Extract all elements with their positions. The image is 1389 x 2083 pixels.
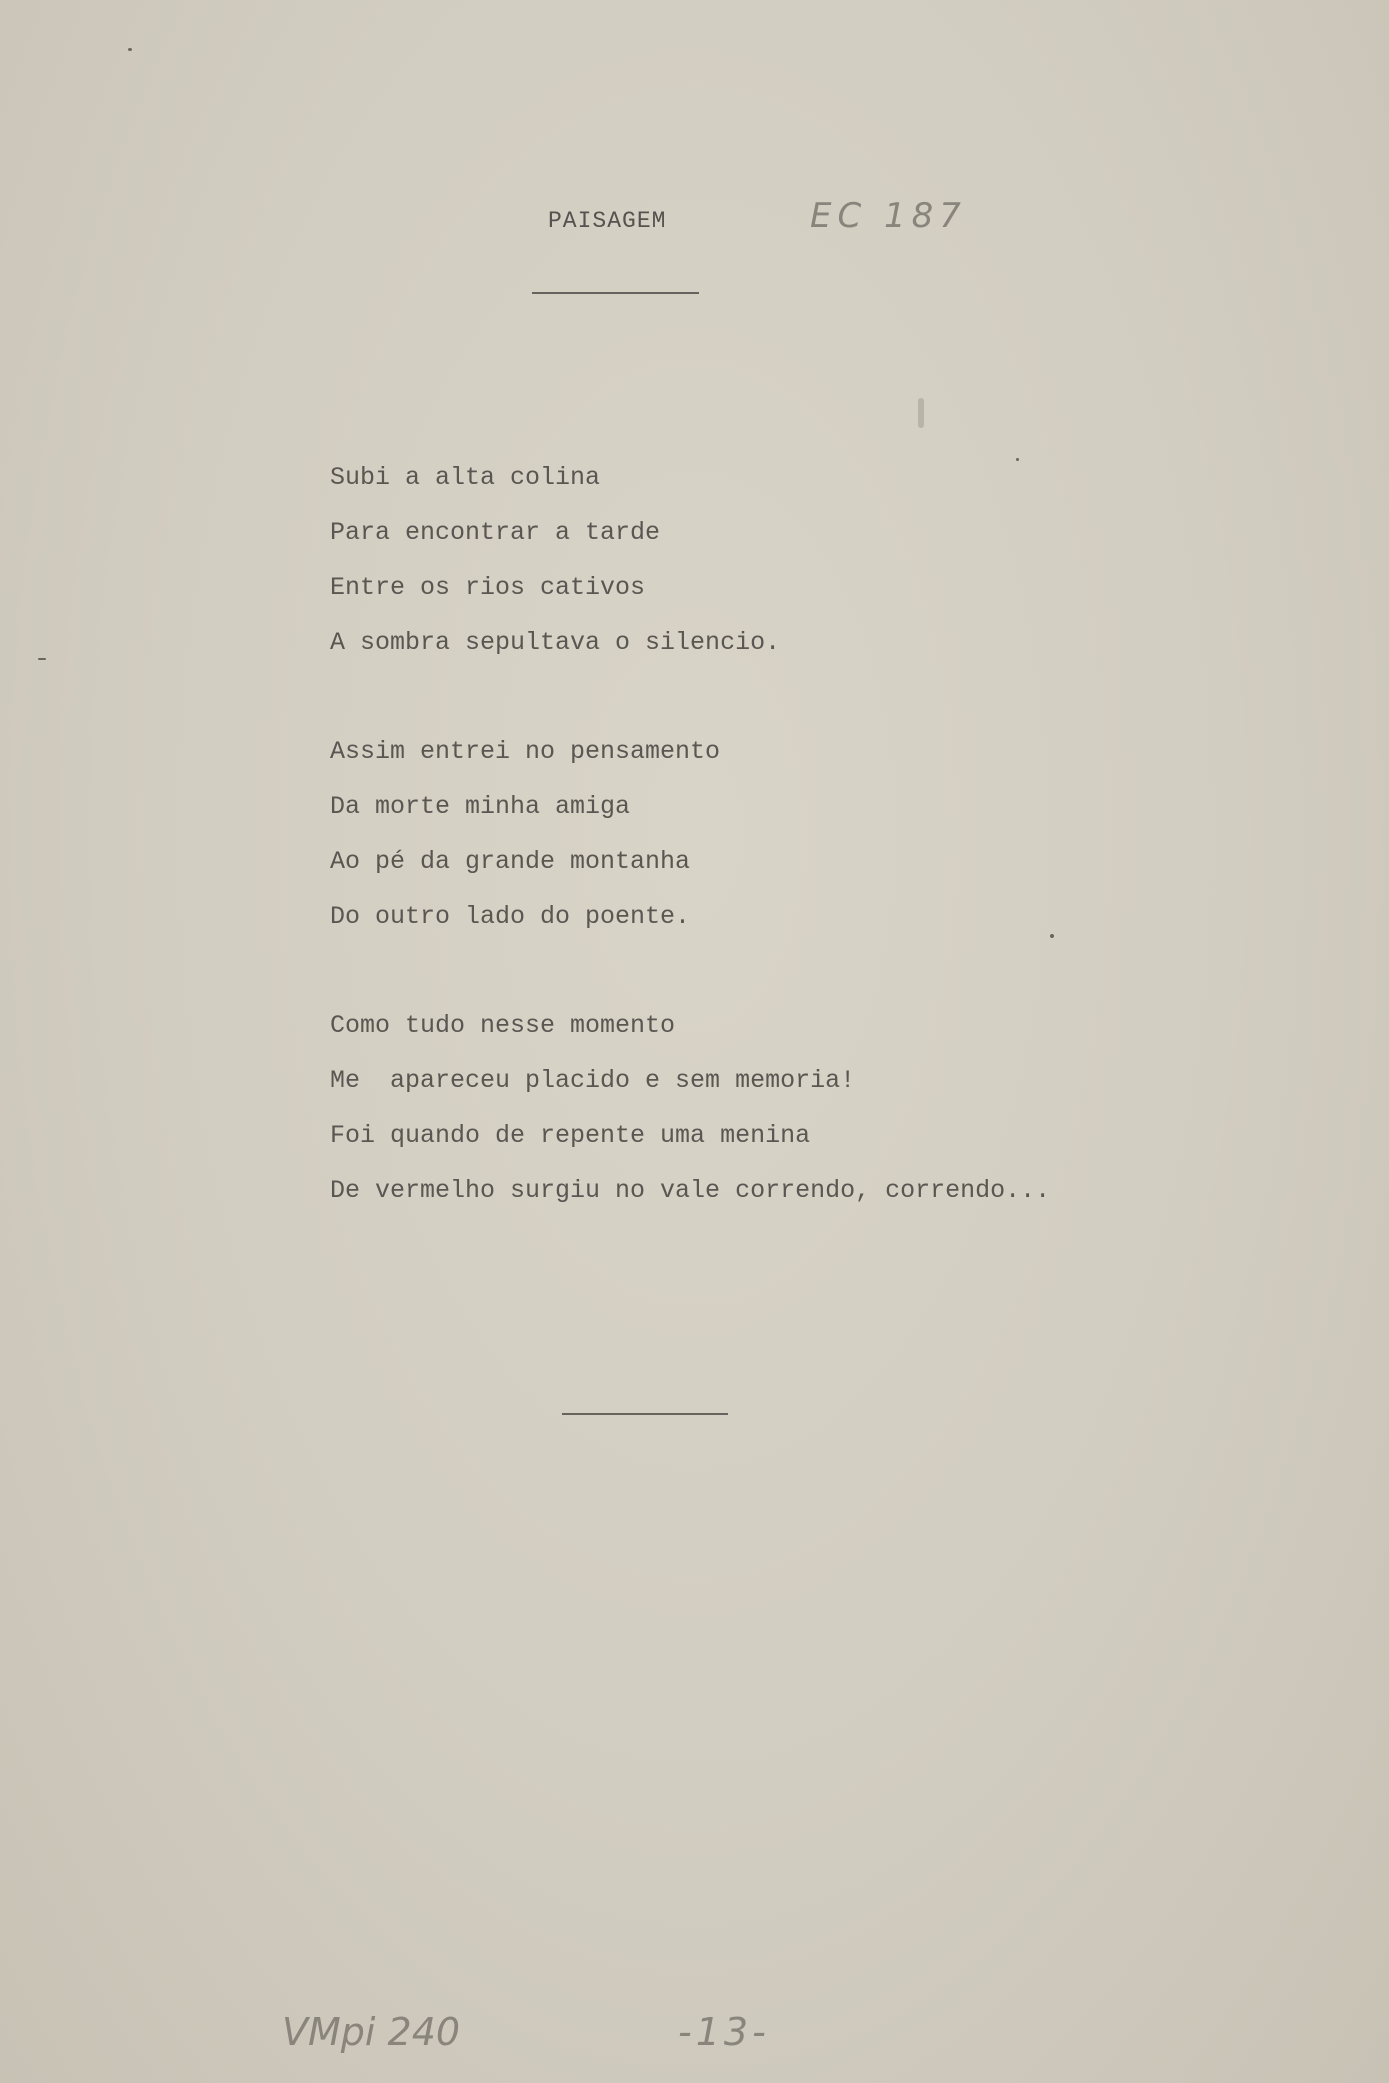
handwritten-footer-reference: VMpi 240 [282,2010,461,2054]
poem-line: Para encontrar a tarde [330,518,661,547]
ink-speck [38,658,46,660]
ink-speck [1050,934,1054,938]
poem-line: Ao pé da grande montanha [330,847,691,876]
poem-line: Do outro lado do poente. [330,902,691,931]
stanza [330,998,1050,1218]
handwritten-catalog-note: EC 187 [810,196,967,236]
ink-speck [918,398,924,428]
end-rule [562,1413,728,1415]
poem-line: Entre os rios cativos [330,573,646,602]
poem-title: PAISAGEM [548,208,667,234]
poem-line: Como tudo nesse momento [330,1011,676,1040]
poem-line: A sombra sepultava o silencio. [330,628,781,657]
poem-line: Assim entrei no pensamento [330,737,721,766]
poem-line: Me apareceu placido e sem memoria! [330,1066,856,1095]
handwritten-page-number: -13- [678,2010,770,2054]
poem-line: Subi a alta colina [330,463,601,492]
poem-line: Da morte minha amiga [330,792,631,821]
poem-line: De vermelho surgiu no vale correndo, correndo... [330,1176,1051,1205]
title-underline [532,292,699,294]
stanza [330,450,1050,670]
stanza [330,724,1050,944]
ink-speck [128,48,132,51]
poem-line: Foi quando de repente uma menina [330,1121,811,1150]
poem-body [330,450,1050,1272]
